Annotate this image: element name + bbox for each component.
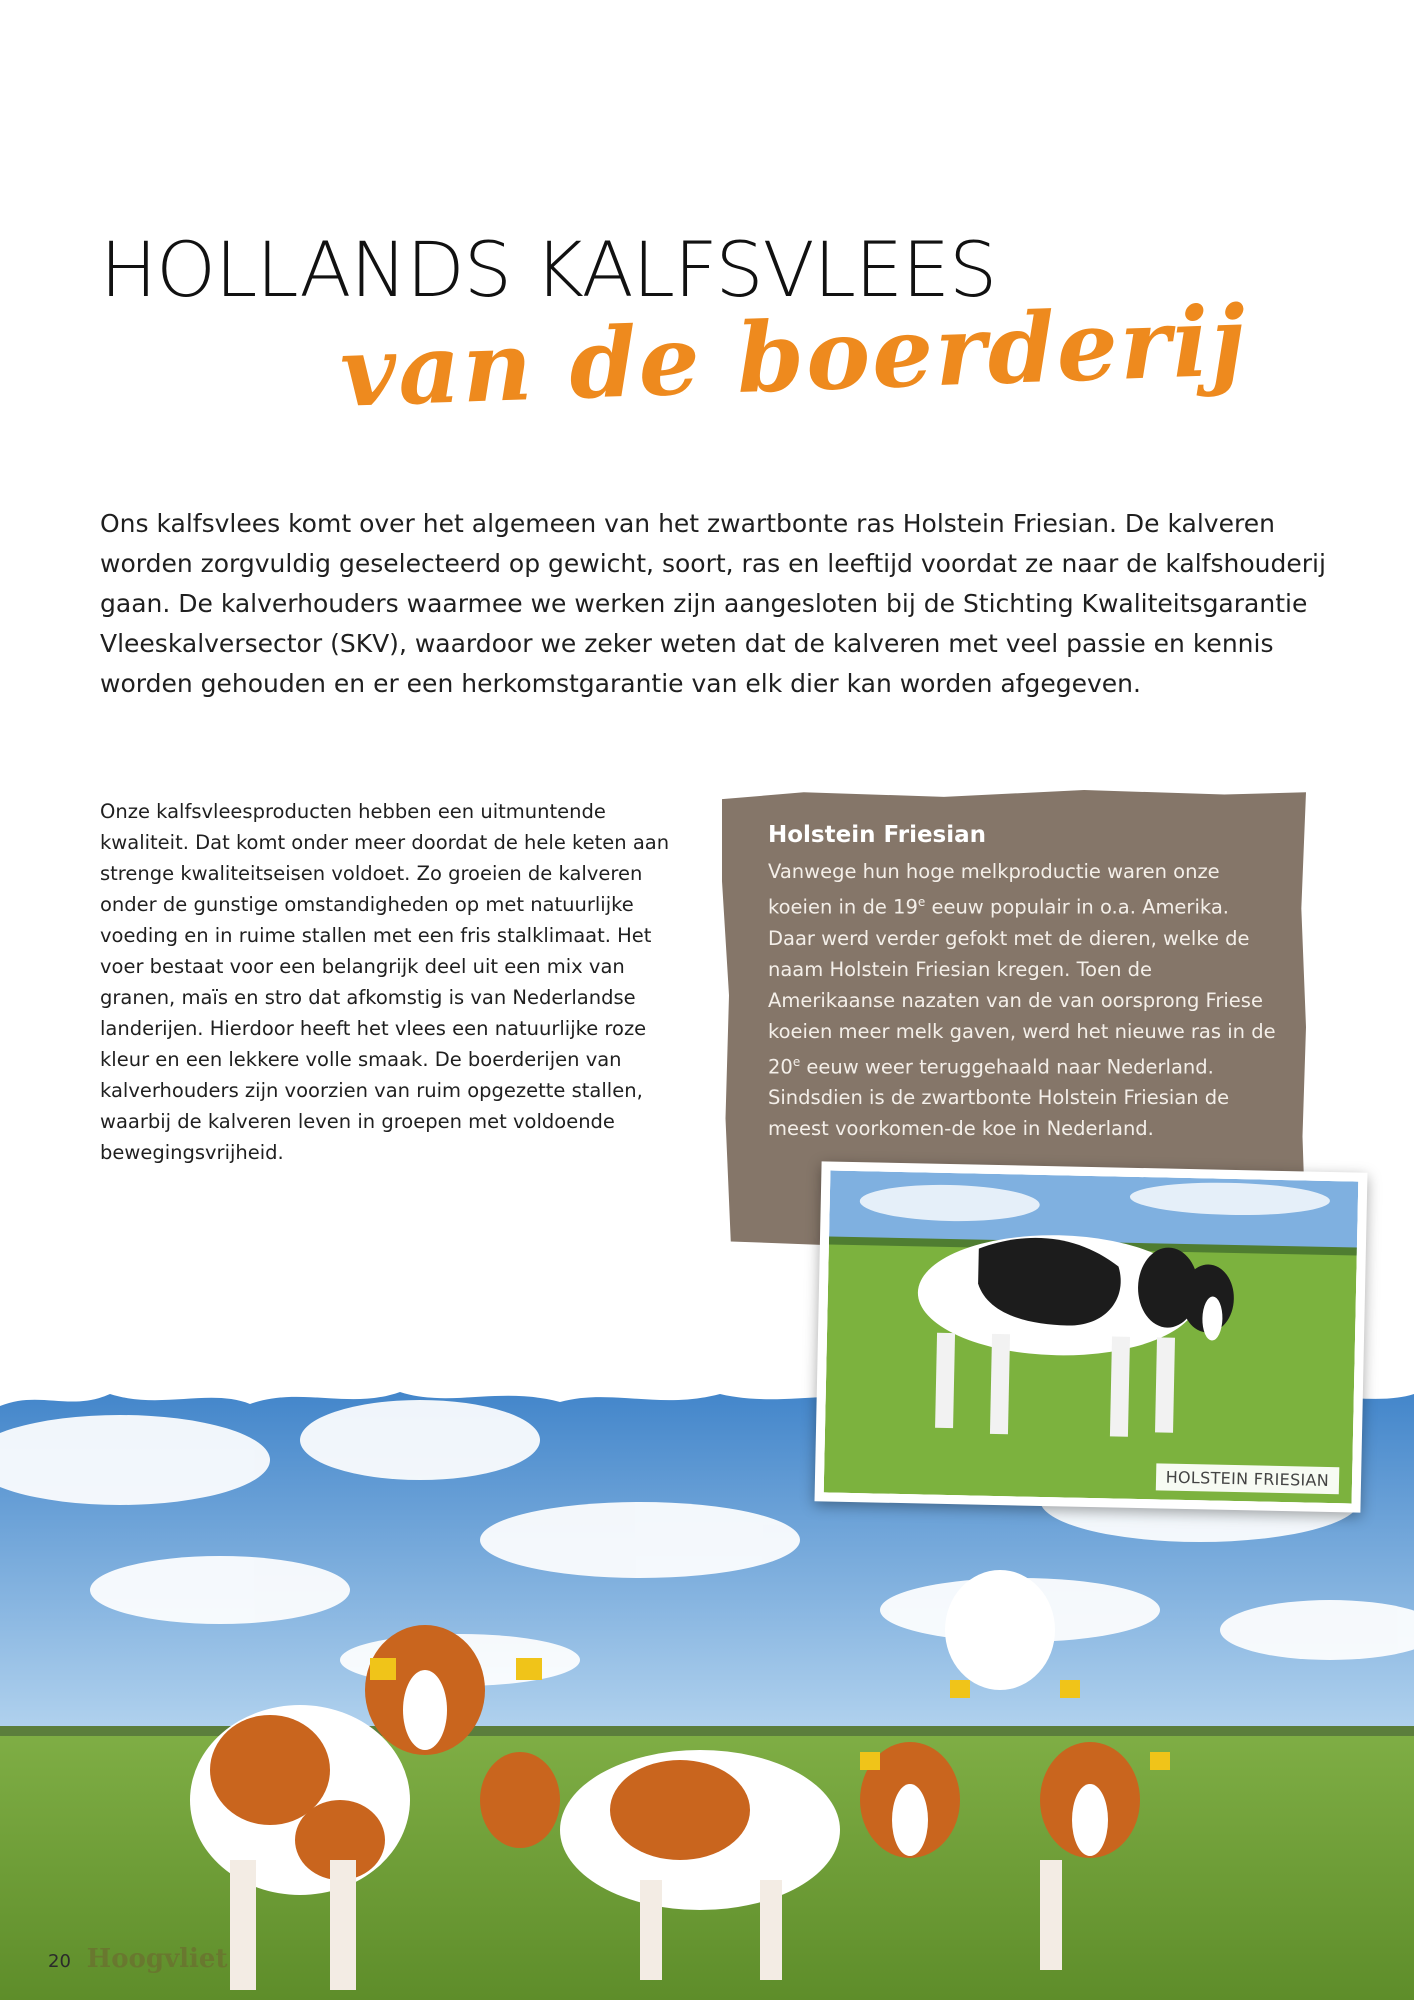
body-paragraph: Onze kalfsvleesproducten hebben een uitmuntende kwaliteit. Dat komt onder meer doordat de hele keten aan strenge kwaliteitseisen voldoet. Zo groeien de kalveren onder de gunstige omstandigheden op met natuurlijke voeding en in ruime stallen met een fris stalklimaat. Het voer bestaat voor een belangrijk deel uit een mix van granen, maïs en stro dat afkomstig is van Nederlandse landerijen. Hierdoor heeft het vlees een natuurlijke roze kleur en een lekkere volle smaak. De boerderijen van kalverhouders zijn voorzien van ruim opgezette stallen, waarbij de kalveren leven in groepen met voldoende bewegingsvrijheid. (100, 800, 670, 1164)
info-box-title: Holstein Friesian (768, 822, 987, 848)
page-number: 20 (48, 1951, 71, 1972)
photo-caption: HOLSTEIN FRIESIAN (1155, 1463, 1339, 1494)
intro-paragraph: Ons kalfsvlees komt over het algemeen van het zwartbonte ras Holstein Friesian. De kalveren worden zorgvuldig geselecteerd op gewicht, soort, ras en leeftijd voordat ze naar de kalfshouderij gaan. De kalverhouders waarmee we werken zijn aangesloten bij de Stichting Kwaliteitsgarantie Vleeskalversector (SKV), waardoor we zeker weten dat de kalveren met veel passie en kennis worden gehouden en er een herkomstgarantie van elk dier kan worden afgegeven. (100, 509, 1326, 698)
page-subtitle: van de boerderij (338, 284, 1250, 429)
page-title: HOLLANDS KALFSVLEES (100, 225, 997, 314)
holstein-photo (814, 1161, 1367, 1512)
info-box-text: Vanwege hun hoge melkproductie waren onze koeien in de 19e eeuw populair in o.a. Amerika. Daar werd verder gefokt met de dieren, welke de naam Holstein Friesian kregen. Toen de Amerikaanse nazaten van de van oorsprong Friese koeien meer melk gaven, werd het nieuwe ras in de 20e eeuw weer teruggehaald naar Nederland. Sindsdien is de zwartbonte Holstein Friesian de meest voorkomen-de koe in Nederland. (768, 860, 1276, 1140)
page-footer (48, 1944, 227, 1974)
brand-logo: Hoogvliet (86, 1944, 228, 1974)
